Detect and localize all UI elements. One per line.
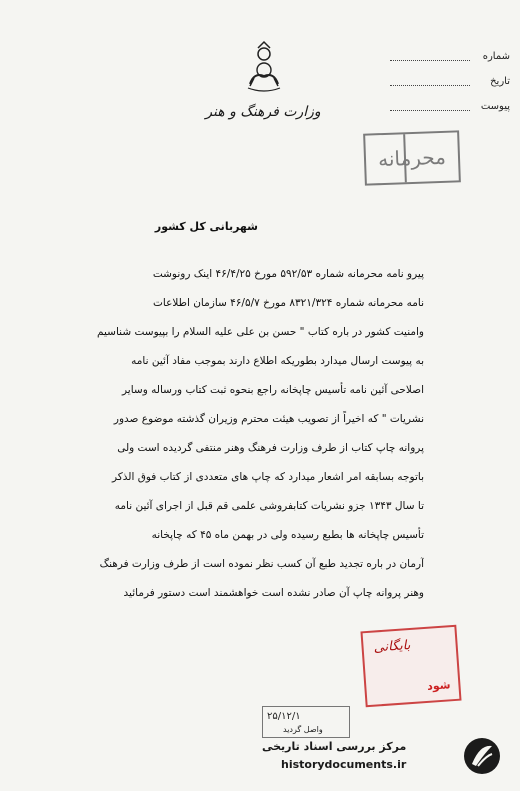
footer-watermark	[262, 730, 502, 782]
confidential-stamp: محرمانه	[363, 130, 461, 185]
stamp-signature: بایگانی	[373, 638, 411, 656]
archive-logo-icon	[462, 736, 502, 776]
body-line: نشریات " که اخیراً از تصویب هیئت محترم وزیران گذشته موضوع صدور	[113, 413, 424, 425]
body-line: پیرو نامه محرمانه شماره ۵۹۲/۵۳ مورخ ۴۶/۴/۲۵ اینک رونوشت	[152, 268, 424, 280]
body-line: تأسیس چاپخانه ها بطبع رسیده ولی در بهمن ماه ۴۵ که چاپخانه	[151, 529, 424, 541]
date-label: تاریخ	[490, 76, 510, 87]
body-line: وامنیت کشور در باره کتاب " حسن بن علی علیه السلام را بپیوست شناسیم	[97, 326, 424, 338]
footer-text-block	[262, 738, 406, 774]
attachment-dotted-line	[390, 110, 470, 111]
number-label: شماره	[482, 51, 510, 62]
body-line: به پیوست ارسال میدارد بطوریکه اطلاع دارند بموجب مفاد آئین نامه	[131, 355, 424, 367]
letter-body	[42, 260, 424, 608]
attachment-row	[390, 94, 510, 119]
date-row	[390, 69, 510, 94]
lion-and-sun-emblem-icon	[236, 40, 292, 96]
stamp-red-text: شود	[426, 678, 451, 693]
body-line: تا سال ۱۳۴۳ جزو نشریات کتابفروشی علمی قم قبل از اجرای آئین نامه	[114, 500, 424, 512]
date-dotted-line	[390, 85, 470, 86]
number-dotted-line	[390, 60, 470, 61]
ministry-name: وزارت فرهنگ و هنر	[205, 104, 321, 120]
body-line: آرمان در باره تجدید طبع آن کسب نظر نموده است از طرف وزارت فرهنگ	[99, 558, 424, 570]
archive-red-stamp	[360, 625, 461, 708]
letter-metadata	[390, 44, 510, 119]
number-row	[390, 44, 510, 69]
body-line: وهنر پروانه چاپ آن صادر نشده است خواهشمند است دستور فرمائید	[123, 587, 424, 599]
footer-org-name: مرکز بررسی اسناد تاریخی	[262, 740, 407, 753]
body-line: پروانه چاپ کتاب از طرف وزارت فرهنگ وهنر منتفی گردیده است ولی	[117, 442, 424, 454]
body-line: باتوجه بسابقه امر اشعار میدارد که چاپ های متعددی از کتاب فوق الذکر	[111, 471, 424, 483]
addressee: شهربانی کل کشور	[154, 220, 258, 233]
attachment-label: پیوست	[480, 101, 510, 112]
body-line: اصلاحی آئین نامه تأسیس چاپخانه راجع بنحوه ثبت کتاب ورساله وسایر	[122, 384, 424, 396]
received-text: واصل گردید	[283, 725, 323, 734]
body-line: نامه محرمانه شماره ۸۳۲۱/۳۲۴ مورخ ۴۶/۵/۷ سازمان اطلاعات	[152, 297, 424, 309]
footer-website: historydocuments.ir	[281, 758, 407, 771]
received-code: ۲۵/۱۲/۱	[267, 711, 301, 722]
